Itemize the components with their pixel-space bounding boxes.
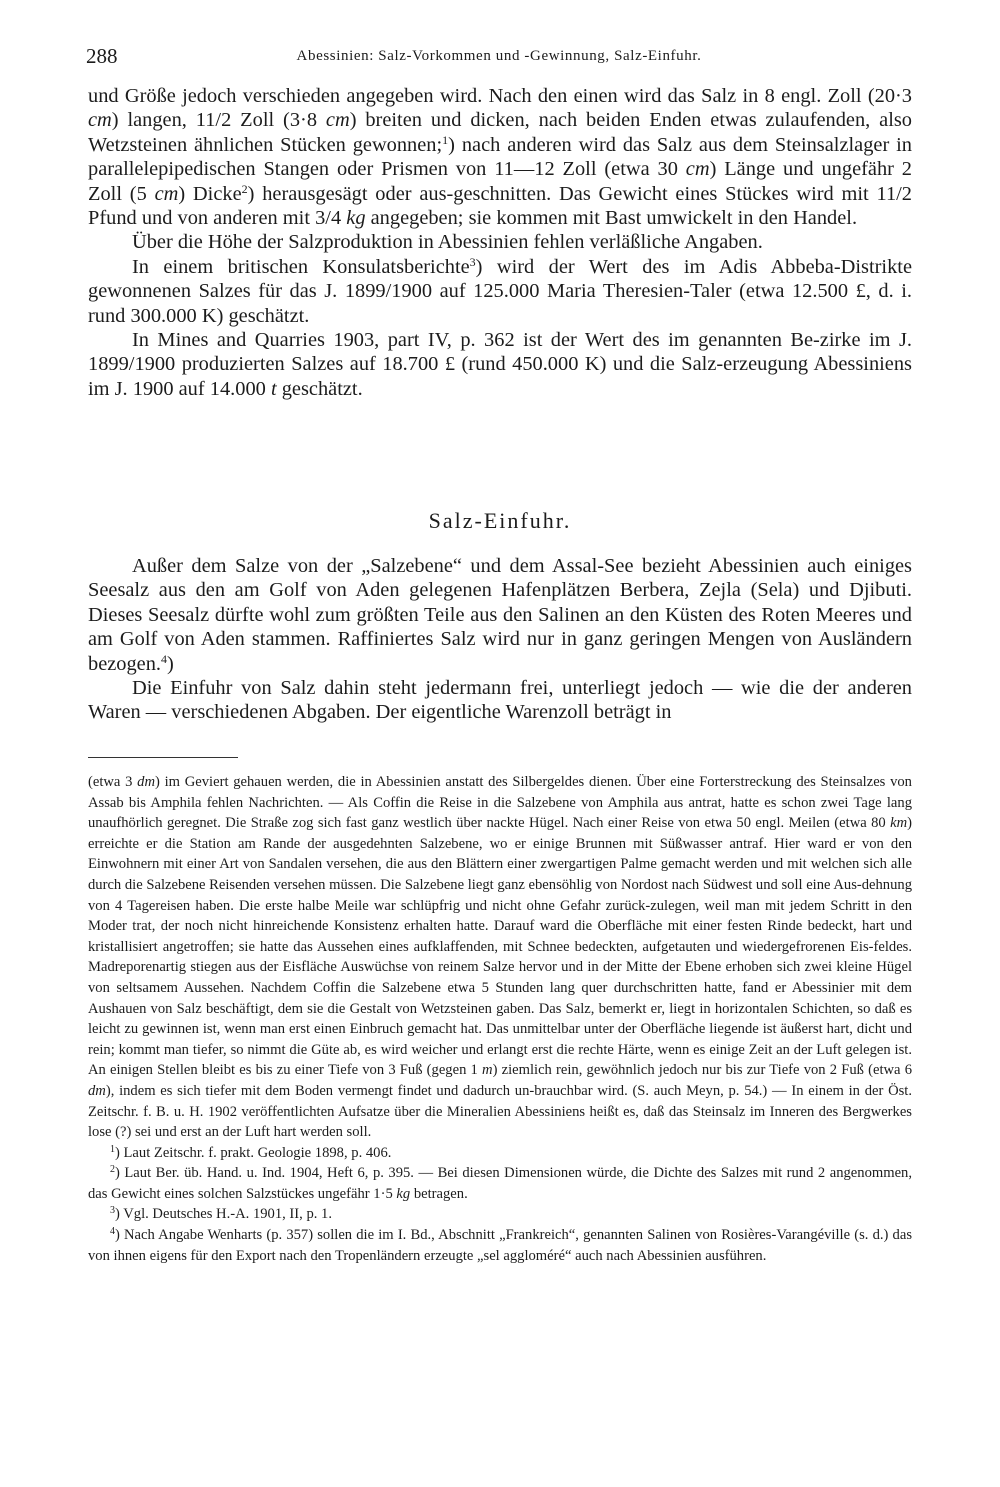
unit-m: m	[482, 1062, 493, 1079]
fraction-three-quarters: 3/4	[315, 207, 342, 230]
fraction-half: 1/2	[205, 109, 232, 132]
unit-kg: kg	[346, 207, 366, 230]
running-title: Abessinien: Salz-Vorkommen und -Gewinnung, Salz-Einfuhr.	[296, 48, 702, 64]
unit-km: km	[890, 815, 908, 832]
unit-dm: dm	[137, 774, 156, 790]
page-header	[86, 44, 912, 74]
paragraph-mines-quarries: In Mines and Quarries 1903, part IV, p. 362 ist der Wert des im genannten Be-zirke im J. 1899/1900 produzierten Salzes auf 18.700 £ (rund 450.000 K) und die Salz-erzeugung Abessiniens im J. 1900 auf 14.000 t geschätzt.	[88, 329, 912, 400]
paragraph-dimensions: und Größe jedoch verschieden angegeben wird. Nach den einen wird das Salz in 8 engl. Zoll (20·3 cm) langen, 11/2 Zoll (3·8 cm) breiten und dicken, nach beiden Enden etwas zulaufenden, also Wetzsteinen ähnlichen Stücken gewonnen;$^1$) nach anderen wird das Salz aus dem Steinsalzlager in parallelepipedischen Stangen oder Prismen von 11—12 Zoll (etwa 30 cm) Länge und ungefähr 2 Zoll (5 cm) Dicke$^2$) herausgesägt oder aus-geschnitten. Das Gewicht eines Stückes wird mit 11/2 Pfund und von anderen mit 3/4 kg angegeben; sie kommen mit Bast umwickelt in den Handel.	[88, 85, 913, 230]
footnote-divider	[88, 757, 238, 758]
footnote-1: $^1$) Laut Zeitschr. f. prakt. Geologie 1898, p. 406.	[110, 1143, 392, 1161]
footnote-ref-4: 4	[161, 651, 168, 666]
footnote-ref-3: 3	[469, 254, 476, 269]
footnote-4: $^4$) Nach Angabe Wenharts (p. 357) sollen die im I. Bd., Abschnitt „Frankreich“, genannten Salinen von Rosières-Varangéville (s. d.) das von ihnen eigens für den Export nach den Tropenländern erzeugte „sel aggloméré“ auch nach Abessinien ausführen.	[88, 1226, 912, 1264]
paragraph-consular-report: In einem britischen Konsulatsberichte$^3$) wird der Wert des im Adis Abbeba-Distrikte gewonnenen Salzes für das J. 1899/1900 auf 125.000 Maria Theresien-Taler (etwa 12.500 £, d. i. rund 300.000 K) geschätzt.	[88, 254, 913, 327]
unit-t: t	[270, 377, 277, 400]
footnote-ref-2: 2	[241, 181, 248, 196]
footnote-3: $^3$) Vgl. Deutsches H.-A. 1901, II, p. 1.	[110, 1205, 332, 1223]
footnotes	[88, 772, 912, 1266]
unit-cm: cm	[88, 109, 112, 132]
footnote-ref-1: 1	[442, 132, 449, 147]
page-number: 288	[86, 44, 118, 68]
paragraph-import-duties: Die Einfuhr von Salz dahin steht jedermann frei, unterliegt jedoch — wie die der anderen Waren — verschiedenen Abgaben. Der eigentliche Warenzoll beträgt in	[88, 677, 912, 724]
body-text-top	[88, 84, 912, 401]
footnote-2: $^2$) Laut Ber. üb. Hand. u. Ind. 1904, Heft 6, p. 395. — Bei diesen Dimensionen würde, die Dichte des Salzes mit rund 2 angenommen, das Gewicht eines solchen Salzstückes ungefähr 1·5 kg betragen.	[88, 1164, 912, 1202]
section-heading: Salz-Einfuhr.	[428, 508, 572, 533]
paragraph-salt-import: Außer dem Salze von der „Salzebene“ und dem Assal-See bezieht Abessinien auch einiges Seesalz aus den am Golf von Aden gelegenen Hafenplätzen Berbera, Zejla (Sela) und Djibuti. Dieses Seesalz dürfte wohl zum größten Teile aus den Salinen an den Küsten des Roten Meeres und am Golf von Aden stammen. Raffiniertes Salz wird nur in ganz geringen Mengen von Ausländern bezogen.$^4$)	[88, 555, 912, 675]
paragraph-production: Über die Höhe der Salzproduktion in Abessinien fehlen verläßliche Angaben.	[132, 231, 763, 254]
body-text-bottom	[88, 554, 912, 725]
footnote-continuation: (etwa 3 dm) im Geviert gehauen werden, die in Abessinien anstatt des Silbergeldes dienen. Über eine Forterstreckung des Steinsalzes von Assab bis Amphila fehlen Nachrichten. — Als Coffin die Reise in die Salzebene von Amphila aus antrat, hatte es schon zwei Tage lang unaufhörlich geregnet. Die Straße zog sich fast ganz westlich über nackte Hügel. Nach einer Reise von etwa 50 engl. Meilen (etwa 80 km) erreichte er die Station am Rande der ausgedehnten Salzebene, wo er einige Brunnen mit Süßwasser antraf. Hier ward er von den Einwohnern mit einer Art von Sandalen versehen, die aus den Blättern einer zwergartigen Palme gemacht werden und mit welchen sich alle durch die Salzebene Reisenden versehen müssen. Die Salzebene liegt ganz ebensöhlig von Nordost nach Südwest und soll eine Aus-dehnung von 4 Tagereisen haben. Die erste halbe Meile war schlüpfrig und nicht ohne Gefahr zurück-zulegen, weil man mit jedem Schritt in den Moder trat, der noch nicht hinreichende Konsistenz erhalten hatte. Darauf ward die Oberfläche mit einer festen Rinde bedeckt, hart und kristallisiert angetroffen; sie hatte das Aussehen eines aufklaffenden, mit Schnee bedeckten, aufgetauten und wiedergefrorenen Eis-feldes. Madreporenartig stiegen aus der Eisfläche Auswüchse von reinem Salze hervor und in der Mitte der Ebene erhoben sich zwei kleine Hügel von seltsamem Aussehen. Nachdem Coffin die Salzebene etwa 5 Stunden lang quer durchschritten hatte, fand er Abessinier mit dem Aushauen von Salz beschäftigt, dem sie die Gestalt von Wetzsteinen gaben. Das Salz, bemerkt er, liegt in horizontalen Schichten, so daß es leicht zu gewinnen ist, wenn man erst einen Einbruch gemacht hat. Das unmittelbar unter der Oberfläche liegende ist äußerst hart, dicht und rein; kommt man tiefer, so nimmt die Güte ab, es wird weicher und erlangt erst die rechte Härte, wenn es einige Zeit an der Luft gelegen ist. An einigen Stellen bleibt es bis zu einer Tiefe von 3 Fuß (gegen 1 m) ziemlich rein, gewöhnlich jedoch nur bis zur Tiefe von 2 Fuß (etwa 6 dm), indem es sich tiefer mit dem Boden vermengt findet und dadurch un-brauchbar wird. (S. auch Meyn, p. 54.) — In einem in der Öst. Zeitschr. f. B. u. H. 1902 veröffentlichten Aufsatze über die Mineralien Abessiniens heißt es, daß das Steinsalz im Inneren des Bergwerkes lose (?) sei und erst an der Luft hart werden soll.	[88, 774, 912, 1141]
